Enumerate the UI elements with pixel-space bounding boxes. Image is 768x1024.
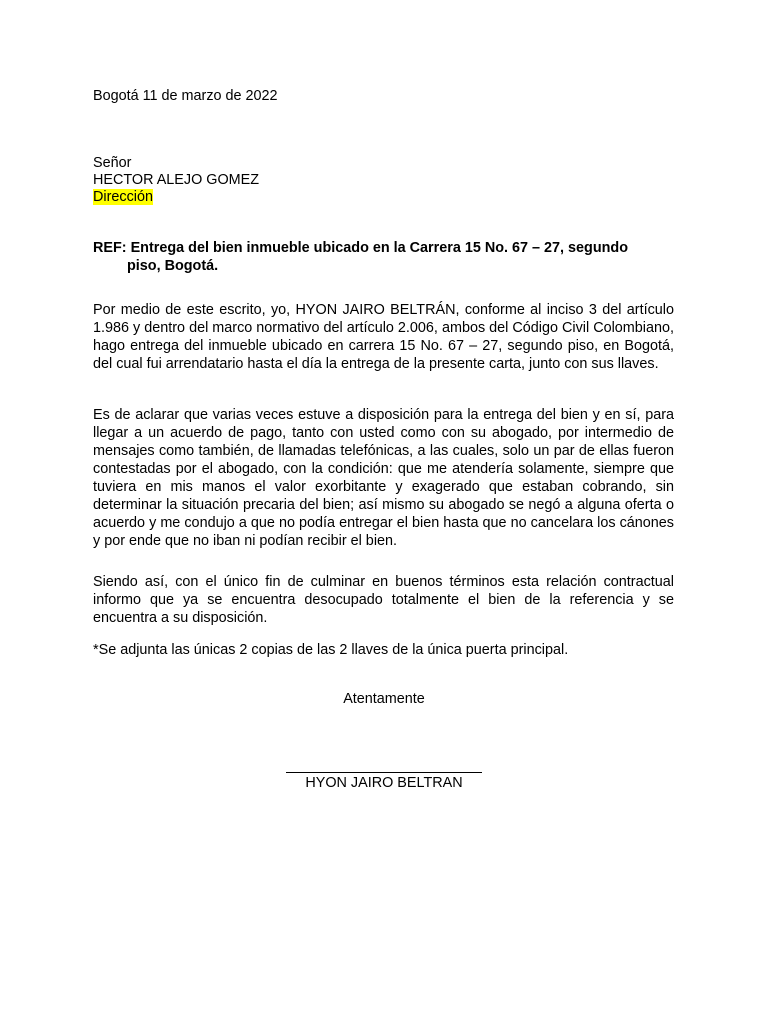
recipient-address-highlight: Dirección xyxy=(93,189,153,205)
signature-name: HYON JAIRO BELTRAN xyxy=(305,775,463,791)
paragraph-1: Por medio de este escrito, yo, HYON JAIRO BELTRÁN, conforme al inciso 3 del artículo 1.986 y dentro del marco normativo del artículo 2.006, ambos del Código Civil Colombiano, hago entrega del inmueble ubicado en carrera 15 No. 67 – 27, segundo piso, en Bogotá, del cual fui arrendatario hasta el día la entrega de la presente carta, junto con sus llaves. xyxy=(93,302,674,372)
paragraph-3: Siendo así, con el único fin de culminar en buenos términos esta relación contractual informo que ya se encuentra desocupado totalmente el bien de la referencia y se encuentra a su disposición. xyxy=(93,574,674,626)
closing: Atentamente xyxy=(343,691,425,707)
paragraph-4: *Se adjunta las únicas 2 copias de las 2 llaves de la única puerta principal. xyxy=(93,642,569,658)
reference-block xyxy=(93,239,675,275)
paragraph-2: Es de aclarar que varias veces estuve a disposición para la entrega del bien y en sí, para llegar a un acuerdo de pago, tanto con usted como con su abogado, por intermedio de mensajes como también, de llamadas telefónicas, a las cuales, solo un par de ellas fueron contestadas por el abogado, con la condición: que me atendería solamente, siempre que tuviera en mis manos el valor exorbitante y exagerado que estaban cobrando, sin determinar la situación precaria del bien; así mismo su abogado se negó a alguna oferta o acuerdo y me condujo a que no podía entregar el bien hasta que no cancelara los cánones y por ende que no iban ni podían recibir el bien. xyxy=(93,407,674,549)
reference-line-1: REF: Entrega del bien inmueble ubicado en la Carrera 15 No. 67 – 27, segundo xyxy=(93,240,628,256)
signature-line xyxy=(286,772,482,773)
date-line: Bogotá 11 de marzo de 2022 xyxy=(93,88,278,104)
reference-line-2: piso, Bogotá. xyxy=(127,258,219,274)
recipient-address xyxy=(93,189,153,206)
salutation: Señor xyxy=(93,155,132,171)
recipient-name: HECTOR ALEJO GOMEZ xyxy=(93,172,260,188)
